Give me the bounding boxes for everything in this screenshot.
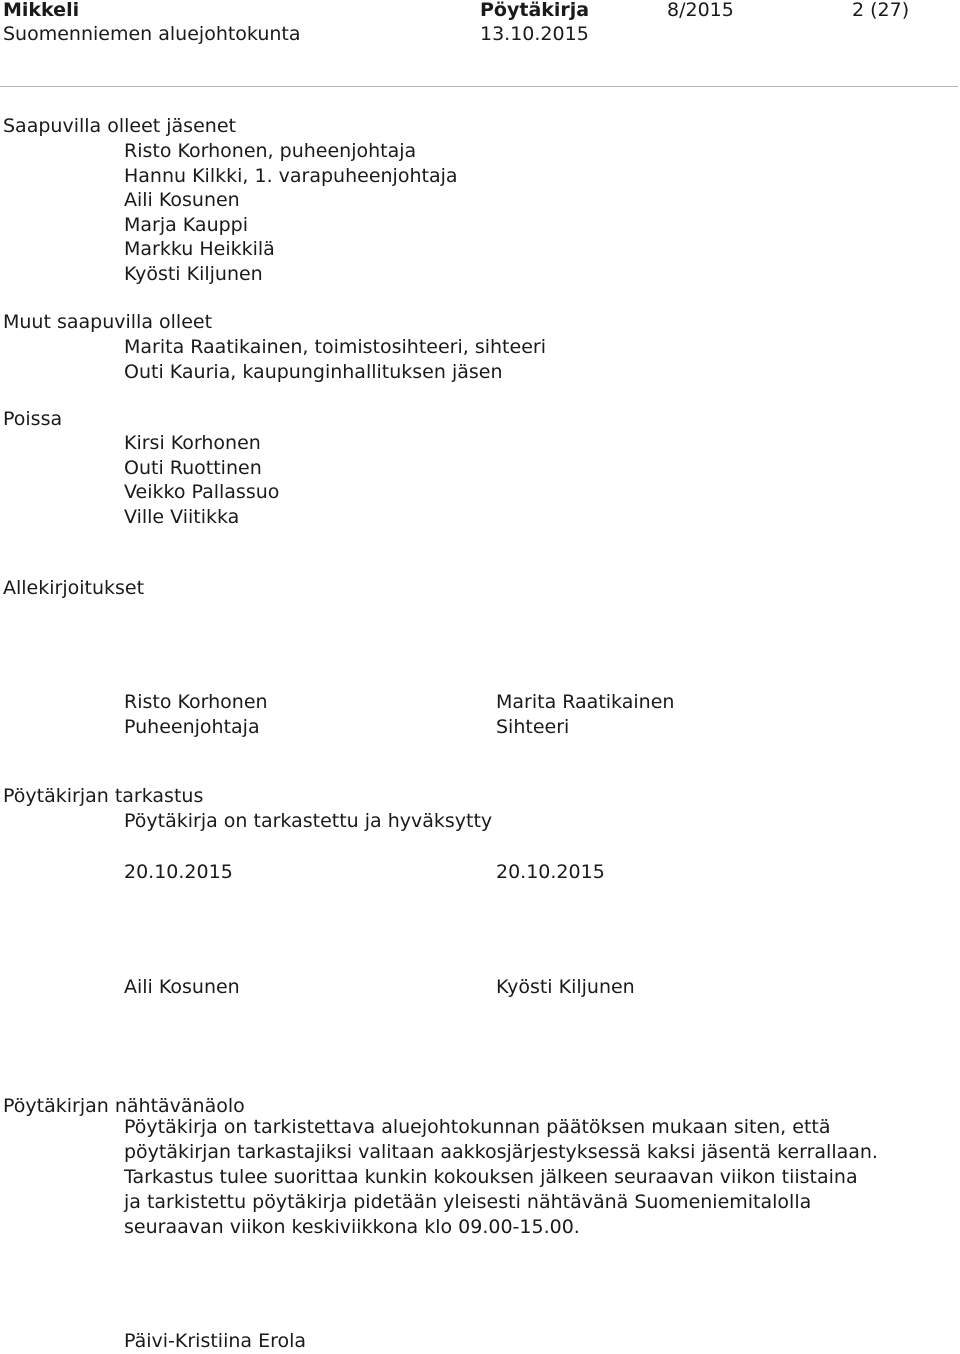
chair-role: Puheenjohtaja [124,716,260,738]
paragraph-line: seuraavan viikon keskiviikkona klo 09.00-15.00. [124,1216,580,1238]
display-signer: Päivi-Kristiina Erola [124,1330,307,1352]
list-item: Aili Kosunen [124,189,240,212]
city-name: Mikkeli [3,0,80,21]
review-statement: Pöytäkirja on tarkastettu ja hyväksytty [124,810,493,832]
list-item: Outi Kauria, kaupunginhallituksen jäsen [124,360,503,383]
present-members-list [124,139,458,287]
list-item: Hannu Kilkki, 1. varapuheenjohtaja [124,164,458,187]
list-item: Marja Kauppi [124,213,249,236]
review-date-right: 20.10.2015 [496,861,605,883]
chair-name: Risto Korhonen [124,691,268,713]
secretary-role: Sihteeri [496,716,570,738]
document-number: 8/2015 [667,0,734,21]
reviewer-left-name: Aili Kosunen [124,976,240,998]
committee-name: Suomenniemen aluejohtokunta [3,23,301,45]
list-item: Risto Korhonen, puheenjohtaja [124,140,417,162]
list-item: Kyösti Kiljunen [124,262,263,285]
meeting-date: 13.10.2015 [480,23,589,45]
review-date-left: 20.10.2015 [124,861,233,883]
list-item: Kirsi Korhonen [124,432,261,454]
paragraph-line: Pöytäkirja on tarkistettava aluejohtokunnan päätöksen mukaan siten, että [124,1116,831,1138]
list-item: Outi Ruottinen [124,456,262,479]
display-heading: Pöytäkirjan nähtävänäolo [3,1095,245,1117]
secretary-name: Marita Raatikainen [496,691,675,713]
paragraph-line: pöytäkirjan tarkastajiksi valitaan aakkosjärjestyksessä kaksi jäsentä kerrallaan. [124,1141,878,1163]
others-present-heading: Muut saapuvilla olleet [3,311,213,333]
review-heading: Pöytäkirjan tarkastus [3,785,204,807]
others-present-list [124,335,546,384]
header-divider [0,86,958,87]
paragraph-line: ja tarkistettu pöytäkirja pidetään yleisesti nähtävänä Suomeniemitalolla [124,1191,812,1213]
list-item: Marita Raatikainen, toimistosihteeri, sihteeri [124,336,546,358]
paragraph-line: Tarkastus tulee suorittaa kunkin kokouksen jälkeen seuraavan viikon tiistaina [124,1166,858,1188]
present-members-heading: Saapuvilla olleet jäsenet [3,115,236,137]
document-type: Pöytäkirja [480,0,590,21]
reviewer-right-name: Kyösti Kiljunen [496,976,635,998]
absent-heading: Poissa [3,408,63,430]
absent-list [124,431,279,529]
signatures-heading: Allekirjoitukset [3,577,145,599]
list-item: Ville Viitikka [124,505,240,528]
list-item: Markku Heikkilä [124,238,275,261]
page-number: 2 (27) [852,0,910,21]
list-item: Veikko Pallassuo [124,481,280,504]
display-paragraph [124,1115,884,1240]
